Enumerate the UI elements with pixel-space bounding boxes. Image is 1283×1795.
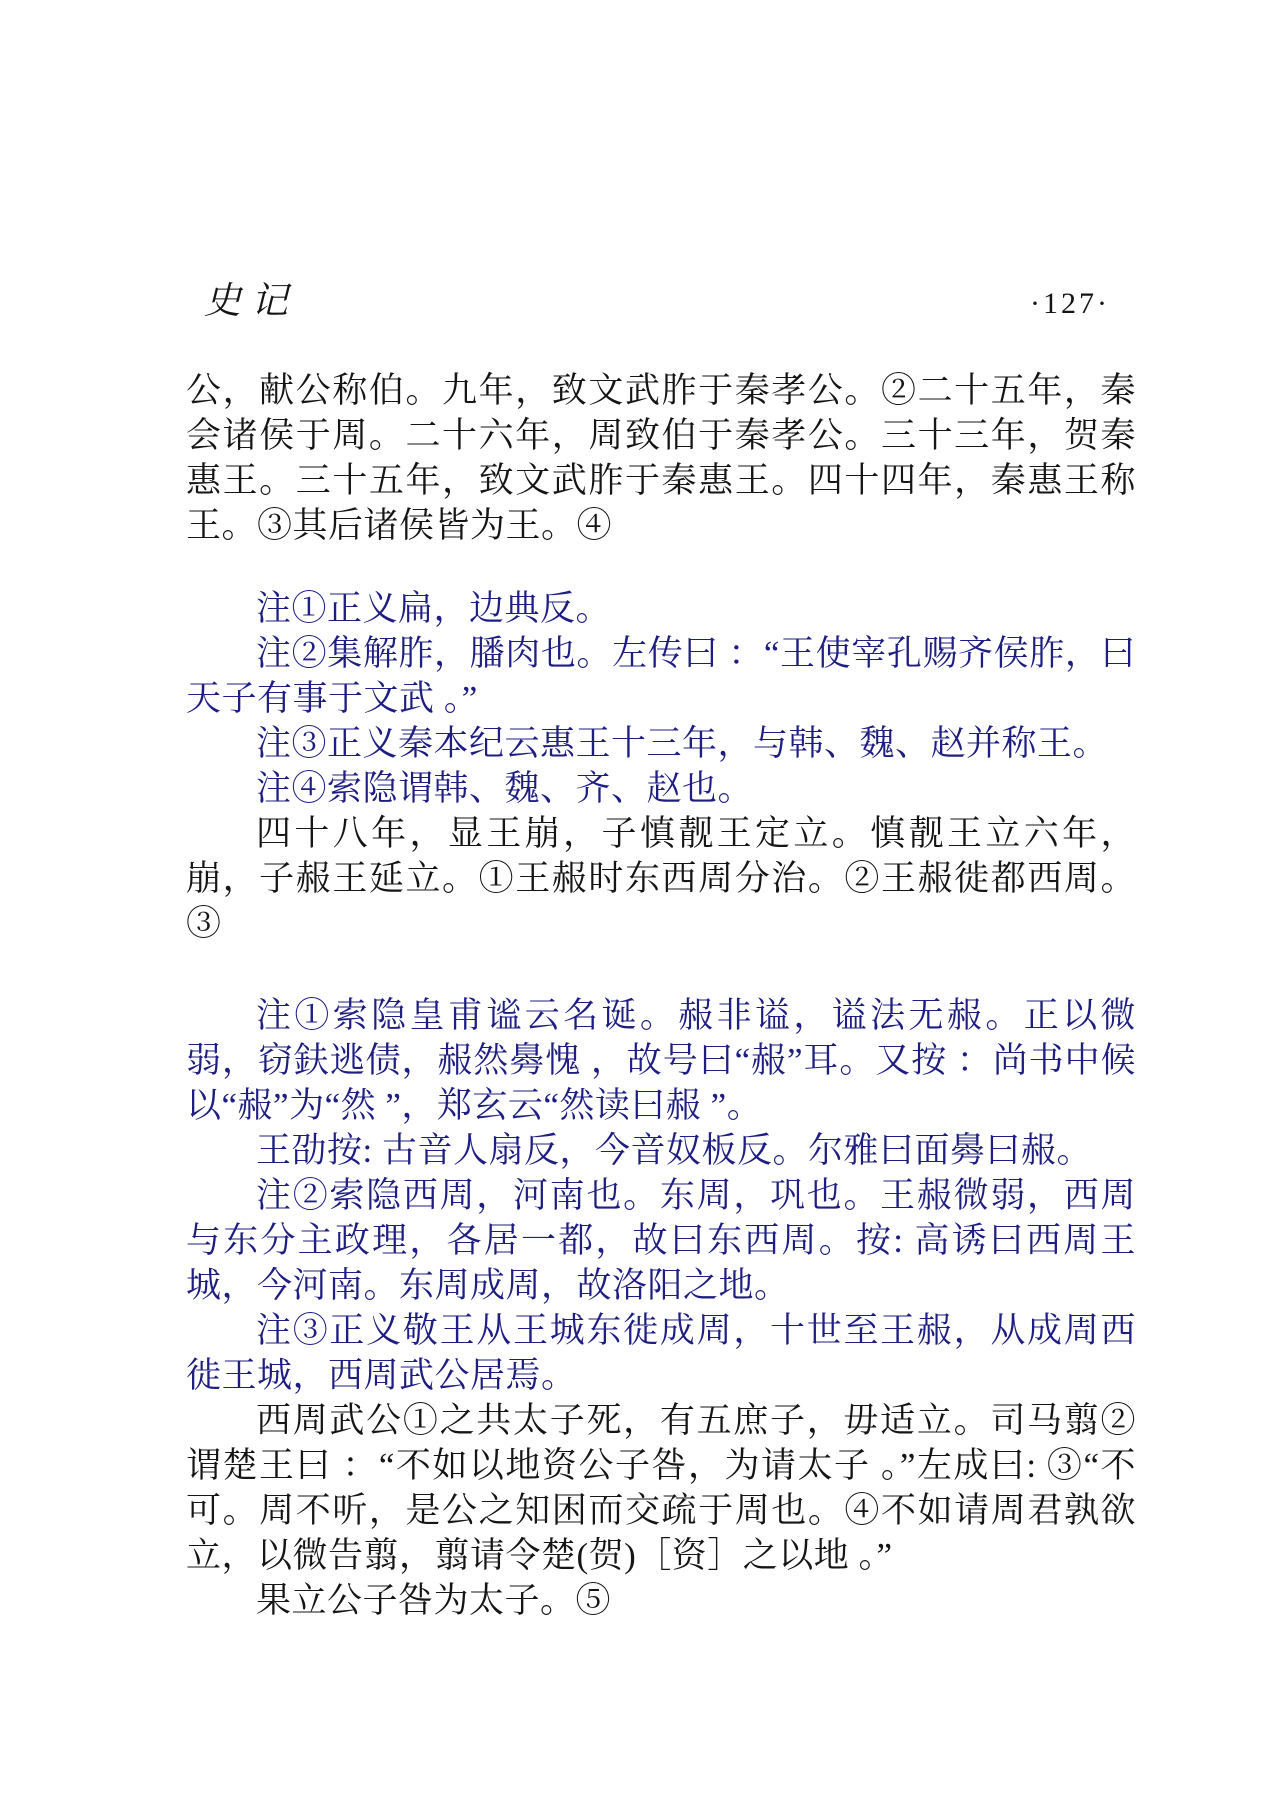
annotation-paragraph: 注②集解胙，膰肉也。左传曰 ：“王使宰孔赐齐侯胙，曰天子有事于文武 。” <box>186 634 1136 718</box>
page-header <box>186 270 1136 324</box>
annotation-paragraph: 王劭按: 古音人扇反，今音奴板反。尔雅曰面臱曰赧。 <box>256 1131 1092 1170</box>
main-text-paragraph: 公，献公称伯。九年，致文武胙于秦孝公。②二十五年，秦会诸侯于周。二十六年，周致伯于秦孝公。三十三年，贺秦惠王。三十五年，致文武胙于秦惠王。四十四年，秦惠王称王。③其后诸侯皆为王。④ <box>186 371 1136 545</box>
main-text-paragraph: 西周武公①之共太子死，有五庶子，毋适立。司马翦②谓楚王曰 ：“不如以地资公子咎，为请太子 。”左成曰: ③“不可。周不听，是公之知困而交疏于周也。④不如请周君孰欲立，以微告翦，翦请令楚(贺)［资］之以地 。” <box>186 1401 1136 1575</box>
book-title: 史记 <box>204 281 298 322</box>
annotation-paragraph: 注②索隐西周，河南也。东周，巩也。王赧微弱，西周与东分主政理，各居一都，故曰东西周。按: 高诱曰西周王城，今河南。东周成周，故洛阳之地。 <box>186 1176 1136 1305</box>
annotation-paragraph: 注①正义扁，边典反。 <box>256 589 612 628</box>
annotation-paragraph: 注①索隐皇甫谧云名诞。赧非谥，谥法无赧。正以微弱，窃鈇逃债，赧然臱愧 ，故号曰“赧”耳。又按 ：尚书中候以“赧”为“然 ”，郑玄云“然读曰赧 ”。 <box>186 996 1136 1125</box>
page-body <box>186 368 1136 1623</box>
page-number: ·127· <box>1030 287 1110 320</box>
main-text-paragraph: 四十八年，显王崩，子慎靓王定立。慎靓王立六年，崩，子赧王延立。①王赧时东西周分治。②王赧徙都西周。③ <box>186 814 1136 943</box>
main-text-paragraph: 果立公子咎为太子。⑤ <box>256 1581 612 1620</box>
annotation-paragraph: 注④索隐谓韩、魏、齐、赵也。 <box>256 769 754 808</box>
annotation-paragraph: 注③正义敬王从王城东徙成周，十世至王赧，从成周西徙王城，西周武公居焉。 <box>186 1311 1136 1395</box>
annotation-paragraph: 注③正义秦本纪云惠王十三年，与韩、魏、赵并称王。 <box>256 724 1109 763</box>
